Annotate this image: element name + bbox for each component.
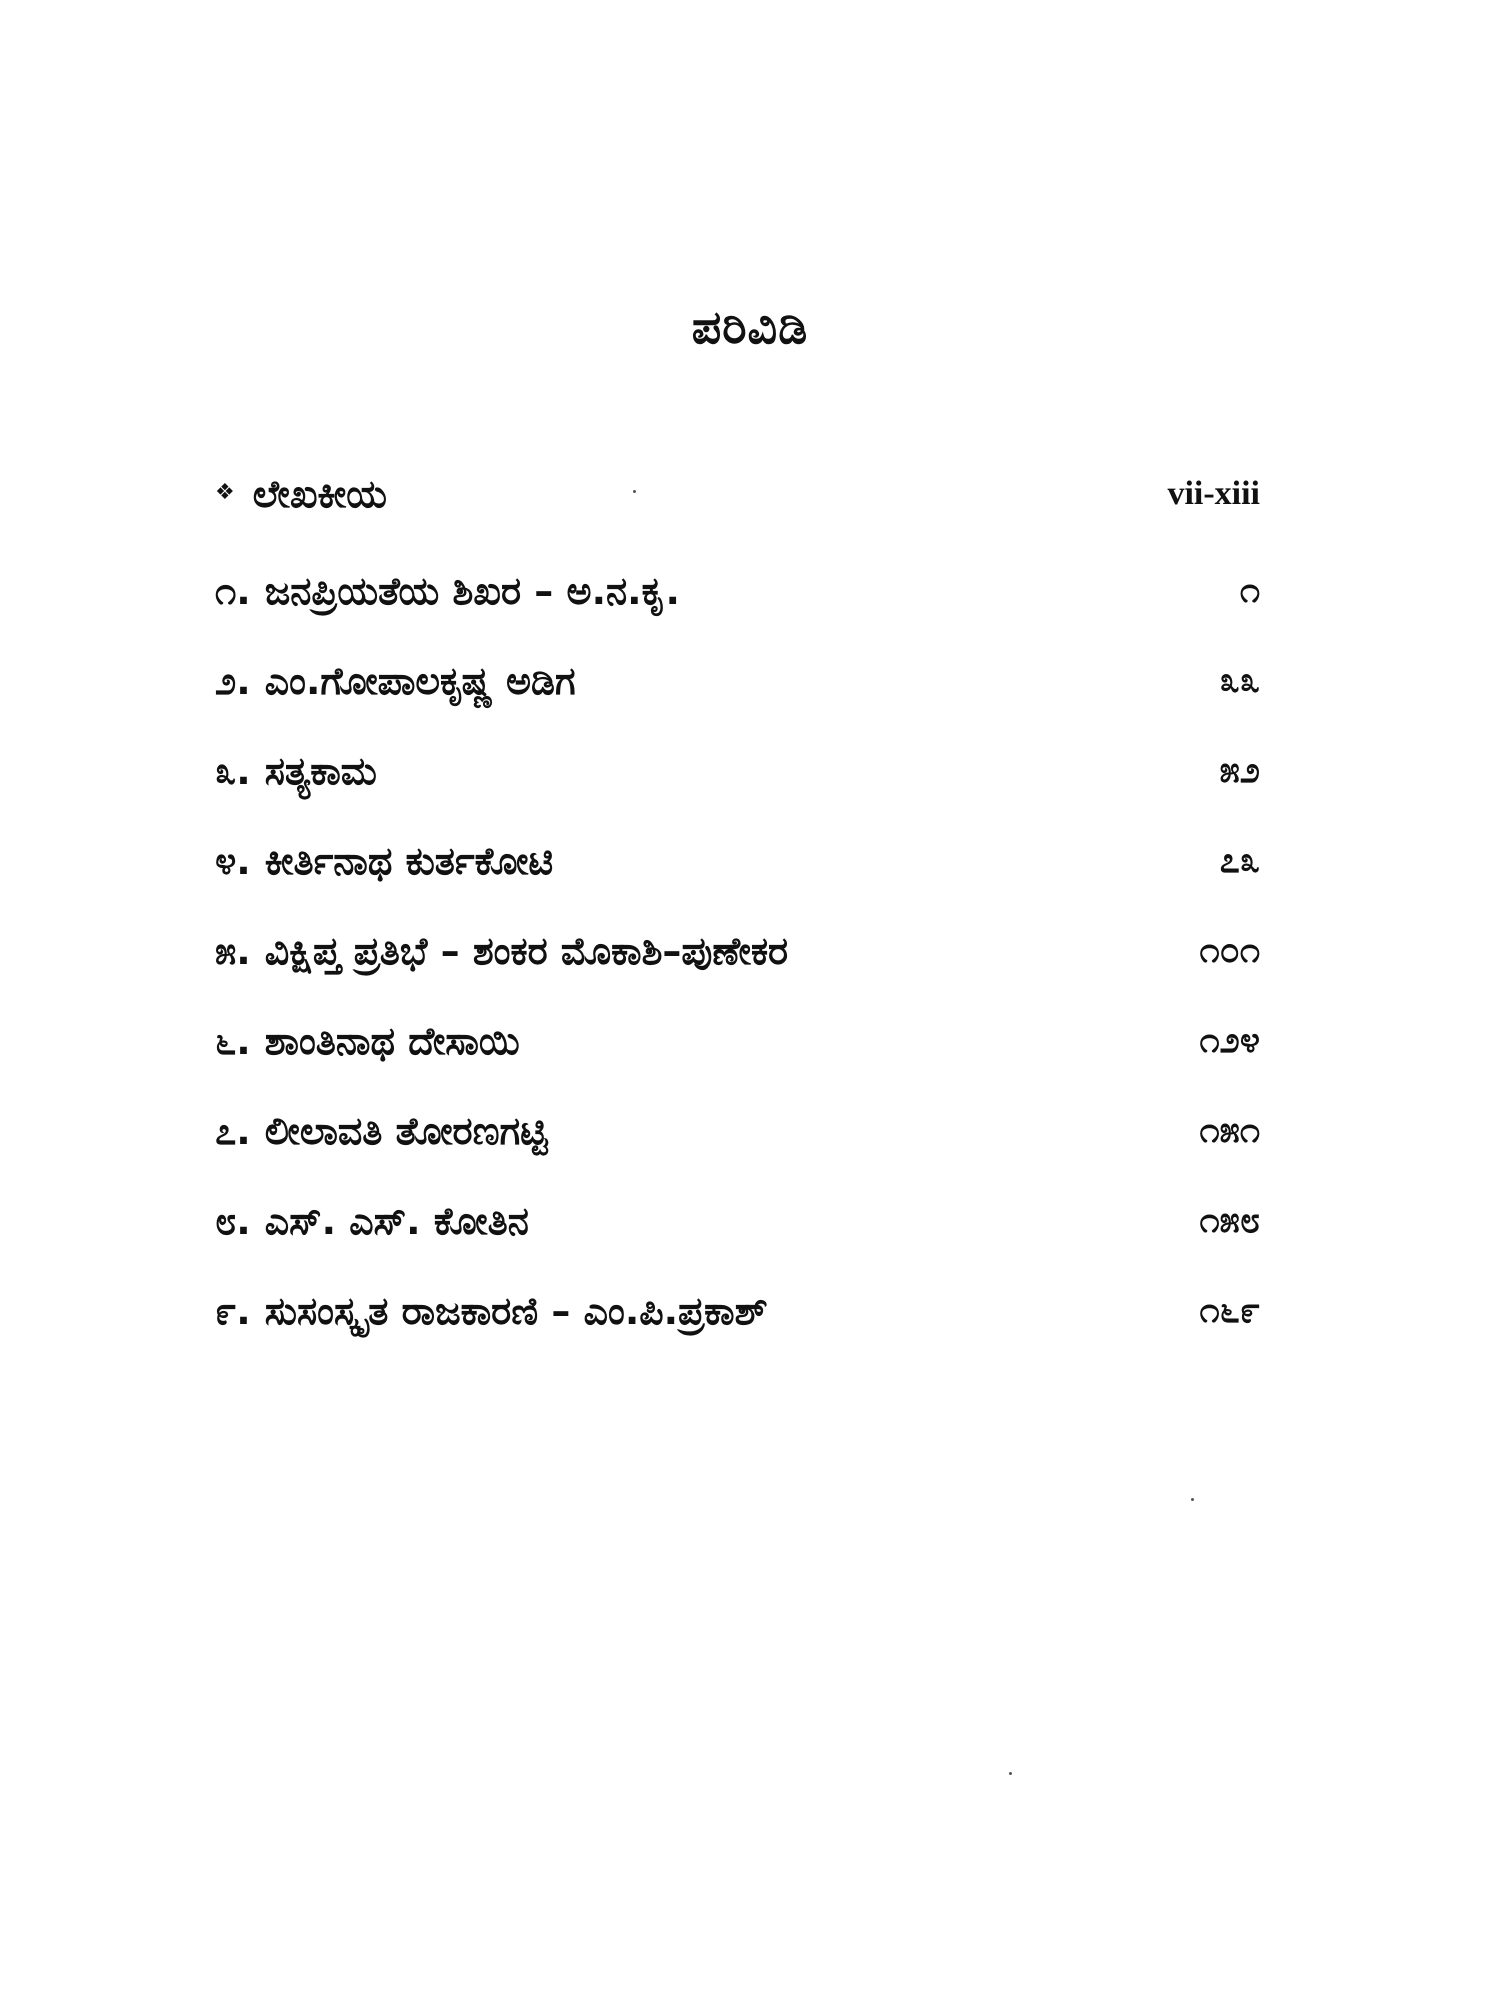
toc-entry-title: ಎಂ.ಗೋಪಾಲಕೃಷ್ಣ ಅಡಿಗ — [264, 658, 576, 703]
scan-speck — [1191, 1498, 1194, 1501]
toc-entry-page: ೫೨ — [1219, 750, 1260, 791]
toc-entry-left — [215, 839, 553, 884]
toc-entry-left — [215, 749, 377, 794]
toc-entry-left — [215, 1109, 548, 1154]
toc-entry — [215, 636, 1260, 726]
scan-speck — [1009, 1772, 1012, 1775]
toc-entry-preface — [215, 462, 1260, 526]
toc-entry-number: ೧. — [215, 568, 251, 613]
toc-entry-left — [215, 659, 576, 704]
toc-entry — [215, 546, 1260, 636]
diamond-bullet-icon: ❖ — [215, 479, 235, 505]
toc-entry-title: ಎಸ್. ಎಸ್. ಕೋತಿನ — [264, 1198, 529, 1243]
toc-entry-page: ೧೦೧ — [1199, 930, 1260, 971]
toc-entry-page: ೧೨೪ — [1199, 1020, 1260, 1061]
toc-entry-page: vii-xiii — [1167, 475, 1260, 512]
table-of-contents — [215, 462, 1260, 1356]
toc-entry — [215, 1176, 1260, 1266]
toc-entry — [215, 816, 1260, 906]
toc-entry — [215, 726, 1260, 816]
toc-entry-title: ಕೀರ್ತಿನಾಥ ಕುರ್ತಕೋಟಿ — [264, 838, 554, 883]
toc-entry-page: ೧೫೧ — [1199, 1110, 1260, 1151]
toc-entry — [215, 1266, 1260, 1356]
toc-entry-left — [215, 1289, 768, 1334]
toc-entry — [215, 1086, 1260, 1176]
toc-entry-number: ೩. — [215, 748, 251, 793]
toc-entry-number: ೪. — [215, 838, 251, 883]
toc-entry-title: ಲೇಖಕೀಯ — [252, 471, 387, 516]
toc-entry-number: ೯. — [215, 1288, 251, 1333]
toc-entry-left — [215, 929, 788, 974]
toc-entry-left — [215, 472, 387, 517]
toc-entry-number: ೬. — [215, 1018, 251, 1063]
toc-entry-title: ಸುಸಂಸ್ಕೃತ ರಾಜಕಾರಣಿ – ಎಂ.ಪಿ.ಪ್ರಕಾಶ್ — [264, 1288, 768, 1333]
toc-entry-page: ೧೬೯ — [1199, 1290, 1260, 1331]
toc-entry-number: ೭. — [215, 1108, 251, 1153]
toc-entry-page: ೩೩ — [1219, 660, 1260, 701]
toc-entry-number: ೮. — [215, 1198, 251, 1243]
toc-entry-title: ಲೀಲಾವತಿ ತೋರಣಗಟ್ಟಿ — [264, 1108, 548, 1153]
toc-entry-title: ಶಾಂತಿನಾಥ ದೇಸಾಯಿ — [264, 1018, 520, 1063]
toc-entry-left — [215, 1199, 529, 1244]
toc-entry-title: ವಿಕ್ಷಿಪ್ತ ಪ್ರತಿಭೆ – ಶಂಕರ ಮೊಕಾಶಿ–ಪುಣೇಕರ — [264, 928, 789, 973]
toc-entry-page: ೧ — [1239, 570, 1260, 611]
toc-entry-number: ೨. — [215, 658, 251, 703]
toc-entry-page: ೧೫೮ — [1199, 1200, 1260, 1241]
page-title: ಪರಿವಿಡಿ — [691, 300, 809, 354]
toc-entry — [215, 906, 1260, 996]
toc-entry-page: ೭೩ — [1219, 840, 1260, 881]
toc-entry-title: ಜನಪ್ರಿಯತೆಯ ಶಿಖರ – ಅ.ನ.ಕೃ. — [264, 568, 680, 613]
toc-entry-number: ೫. — [215, 928, 251, 973]
toc-entry-title: ಸತ್ಯಕಾಮ — [264, 748, 377, 793]
scan-speck — [633, 490, 636, 493]
toc-entry-left — [215, 569, 680, 614]
toc-entry-left — [215, 1019, 520, 1064]
toc-entry — [215, 996, 1260, 1086]
